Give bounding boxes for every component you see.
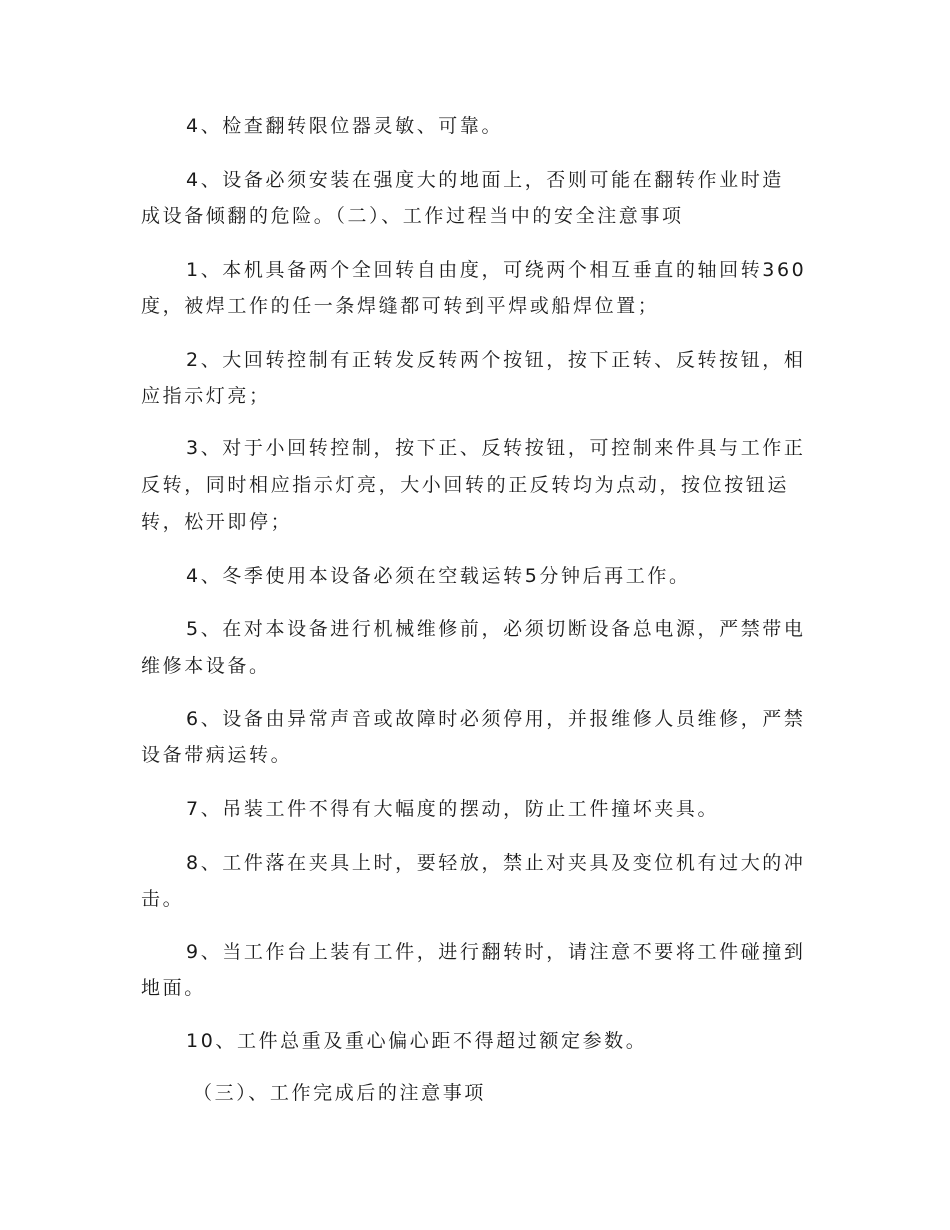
paragraph-line: 7、吊装工件不得有大幅度的摆动，防止工件撞坏夹具。 (186, 798, 720, 820)
paragraph-line: 地面。 (141, 977, 206, 999)
paragraph-line: 3、对于小回转控制，按下正、反转按钮，可控制来件具与工作正 (186, 437, 806, 459)
paragraph-line: 2、大回转控制有正转发反转两个按钮，按下正转、反转按钮，相 (186, 349, 806, 371)
paragraph-line: 5、在对本设备进行机械维修前，必须切断设备总电源，严禁带电 (186, 618, 806, 640)
paragraph-line: 9、当工作台上装有工件，进行翻转时，请注意不要将工件碰撞到 (186, 941, 806, 963)
paragraph-line: 度，被焊工作的任一条焊缝都可转到平焊或船焊位置； (141, 295, 660, 317)
paragraph-line: 设备带病运转。 (141, 744, 293, 766)
paragraph-line: 4、检查翻转限位器灵敏、可靠。 (186, 115, 504, 137)
paragraph-line: 1、本机具备两个全回转自由度，可绕两个相互垂直的轴回转360 (186, 259, 807, 281)
paragraph-line: 4、冬季使用本设备必须在空载运转5分钟后再工作。 (186, 565, 691, 587)
paragraph-line: 6、设备由异常声音或故障时必须停用，并报维修人员维修，严禁 (186, 708, 806, 730)
section-heading: （三）、工作完成后的注意事项 (193, 1082, 486, 1104)
paragraph-line: 击。 (141, 888, 185, 910)
paragraph-line: 应指示灯亮； (141, 385, 271, 407)
paragraph-line: 10、工件总重及重心偏心距不得超过额定参数。 (186, 1030, 648, 1052)
paragraph-line: 8、工件落在夹具上时，要轻放，禁止对夹具及变位机有过大的冲 (186, 852, 806, 874)
paragraph-line: 反转，同时相应指示灯亮，大小回转的正反转均为点动，按位按钮运 (141, 474, 790, 496)
paragraph-line: 成设备倾翻的危险。（二）、工作过程当中的安全注意事项 (141, 205, 684, 227)
paragraph-line: 维修本设备。 (141, 655, 271, 677)
paragraph-line: 4、设备必须安装在强度大的地面上，否则可能在翻转作业时造 (186, 169, 784, 191)
paragraph-line: 转，松开即停； (141, 511, 293, 533)
